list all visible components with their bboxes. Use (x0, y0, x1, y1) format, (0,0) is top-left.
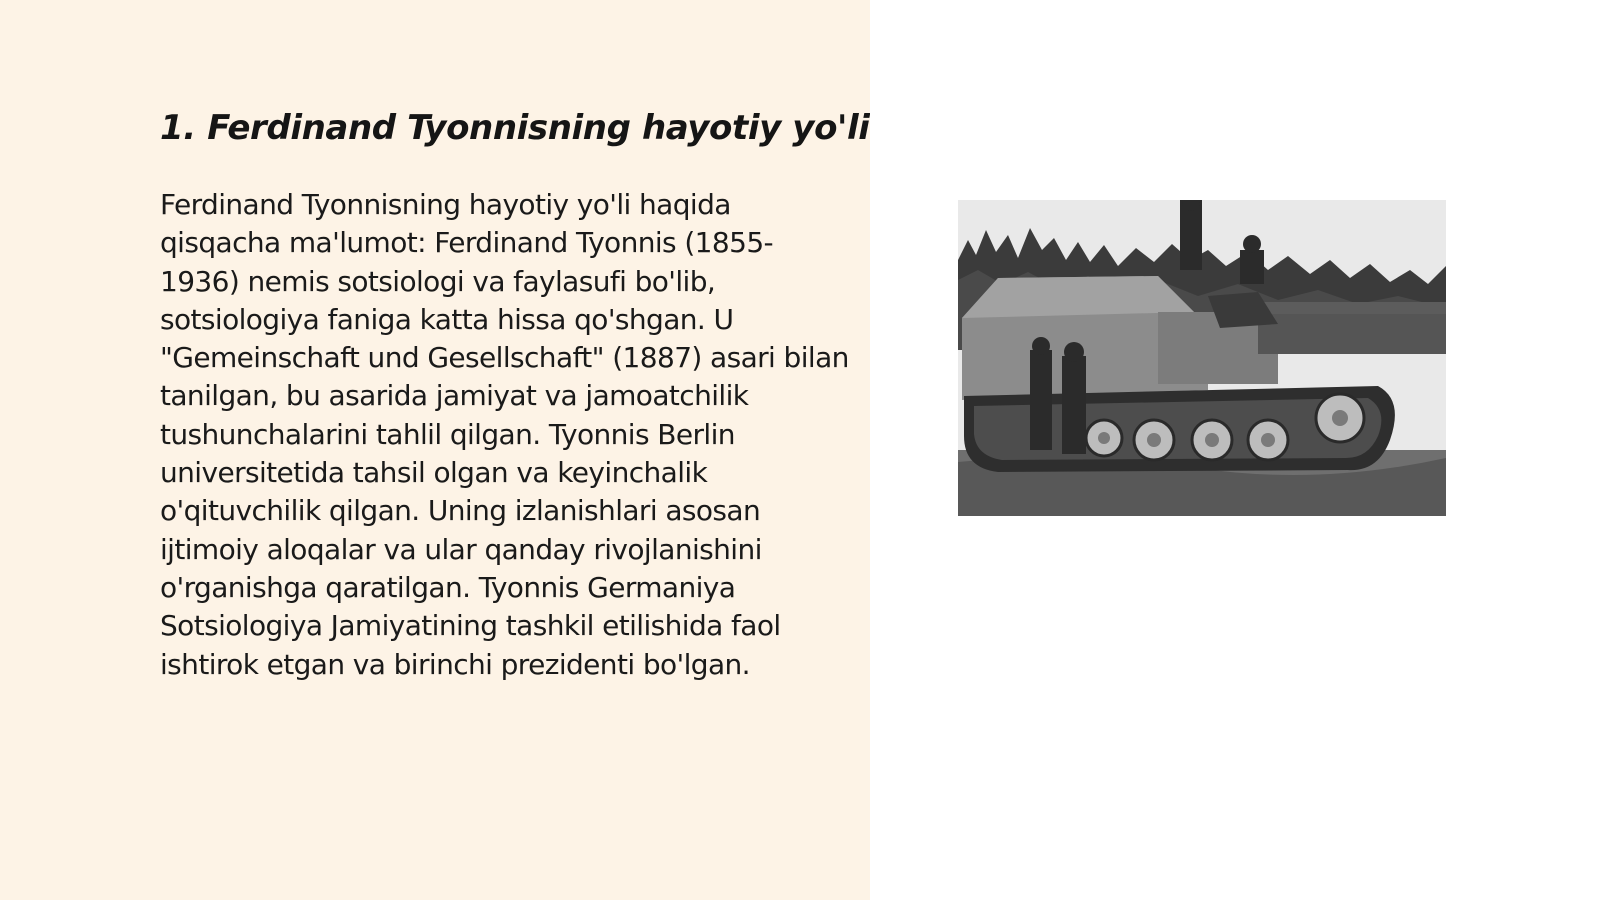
slide-title: 1. Ferdinand Tyonnisning hayotiy yo'li (160, 108, 870, 148)
slide-body-text: Ferdinand Tyonnisning hayotiy yo'li haqida qisqacha ma'lumot: Ferdinand Tyonnis (1855-1936) nemis sotsiologi va faylasufi bo'lib, sotsiologiya faniga katta hissa qo'shgan. U "Gemeinschaft und Gesellschaft" (1887) asari bilan tanilgan, bu asarida jamiyat va jamoatchilik tushunchalarini tahlil qilgan. Tyonnis Berlin universitetida tahsil olgan va keyinchalik o'qituvchilik qilgan. Uning izlanishlari asosan ijtimoiy aloqalar va ular qanday rivojlanishini o'rganishga qaratilgan. Tyonnis Germaniya Sotsiologiya Jamiyatining tashkil etilishida faol ishtirok etgan va birinchi prezidenti bo'lgan. (160, 188, 849, 681)
photo-icon (958, 200, 1446, 516)
tank-photo (958, 200, 1446, 516)
